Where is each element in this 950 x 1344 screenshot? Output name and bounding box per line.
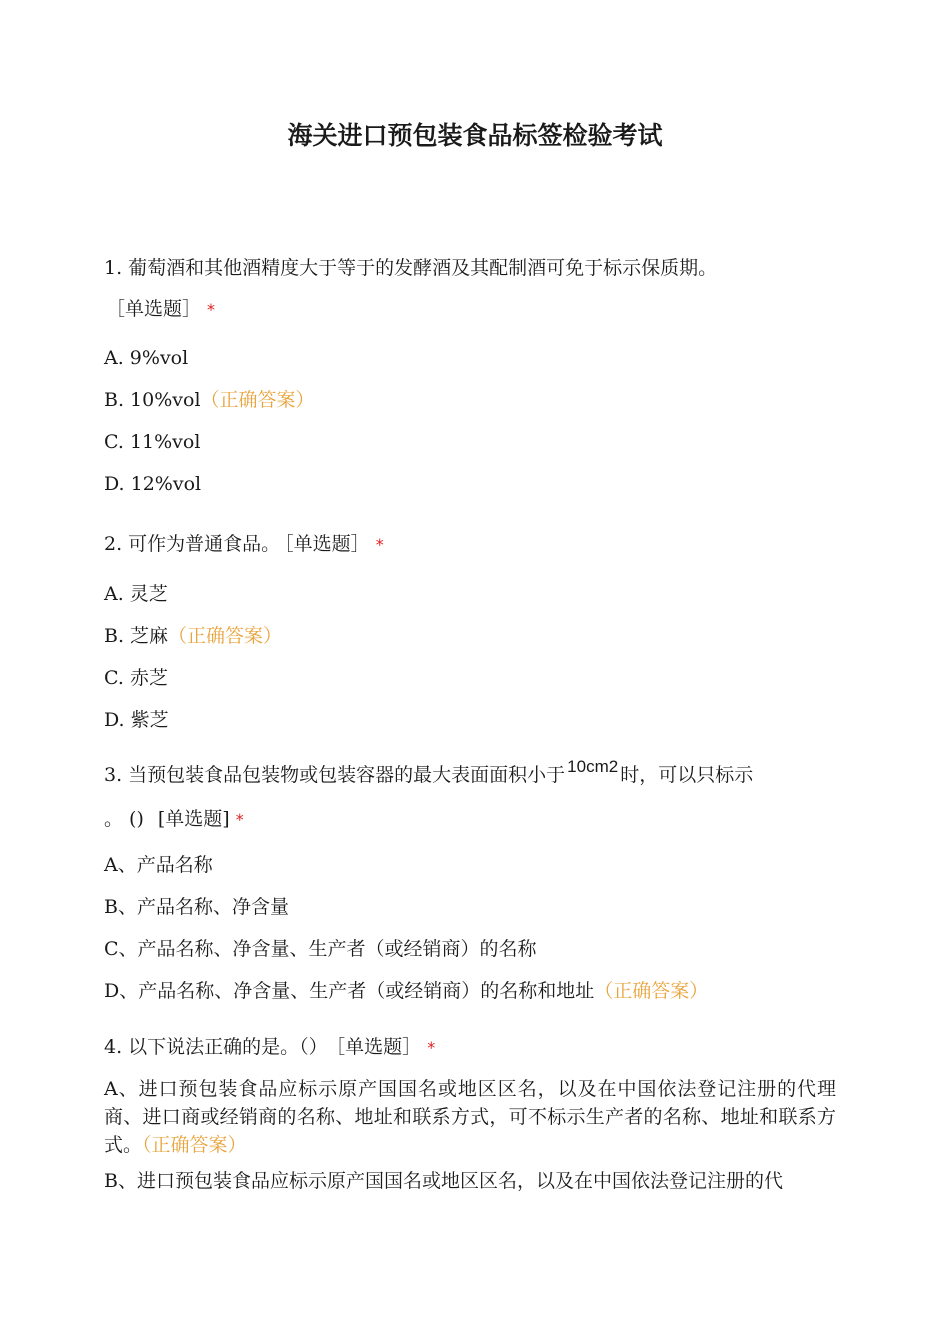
question-type-label: ［单选题］ xyxy=(106,298,202,320)
option-label: D、产品名称、净含量、生产者（或经销商）的名称和地址 xyxy=(104,980,595,1002)
correct-answer-note: （正确答案） xyxy=(142,1134,247,1156)
option-label: A. 9%vol xyxy=(104,347,189,369)
question-stem-text-end: 。 () xyxy=(104,808,144,830)
question-type-label: ［单选题］ xyxy=(284,533,370,555)
question-stem-text: 4. 以下说法正确的是。（） xyxy=(104,1036,328,1058)
question-1-option-b[interactable] xyxy=(104,388,315,412)
question-type-label: ［单选题］ xyxy=(335,1036,422,1058)
question-1-stem: 1. 葡萄酒和其他酒精度大于等于的发酵酒及其配制酒可免于标示保质期。 xyxy=(104,257,718,279)
option-label: B、产品名称、净含量 xyxy=(104,896,289,918)
question-4-stem xyxy=(104,1035,435,1060)
question-3-option-d[interactable] xyxy=(104,979,708,1003)
page-title: 海关进口预包装食品标签检验考试 xyxy=(287,121,663,150)
question-stem-text: 3. 当预包装食品包装物或包装容器的最大表面面积小于 xyxy=(104,764,566,786)
question-1-option-c[interactable] xyxy=(104,430,200,454)
option-label: B. 芝麻 xyxy=(104,625,169,647)
question-2-option-b[interactable] xyxy=(104,624,282,648)
question-3-option-b[interactable] xyxy=(104,895,289,919)
required-marker: * xyxy=(207,300,216,319)
question-1-option-d[interactable] xyxy=(104,472,201,496)
option-label: C. 11%vol xyxy=(104,431,201,453)
option-label: B、进口预包装食品应标示原产国国名或地区区名，以及在中国依法登记注册的代 xyxy=(104,1170,783,1192)
required-marker: * xyxy=(427,1038,436,1057)
correct-answer-note: （正确答案） xyxy=(200,389,315,411)
option-label: B. 10%vol xyxy=(104,389,201,411)
question-stem-text: 2. 可作为普通食品。 xyxy=(104,533,281,555)
question-1-type-row xyxy=(106,297,215,322)
question-stem-text-cont: 时，可以只标示 xyxy=(620,764,754,786)
question-4-option-b[interactable] xyxy=(104,1167,836,1195)
correct-answer-note: （正确答案） xyxy=(594,980,709,1002)
question-2-option-c[interactable] xyxy=(104,666,168,690)
question-3-stem-line2 xyxy=(104,807,244,832)
question-type-label: [单选题] xyxy=(157,808,230,830)
option-label: C、产品名称、净含量、生产者（或经销商）的名称 xyxy=(104,938,537,960)
area-superscript: 10cm2 xyxy=(567,757,619,776)
required-marker: * xyxy=(375,535,384,554)
option-label: D. 12%vol xyxy=(104,473,202,495)
required-marker: * xyxy=(235,810,244,829)
question-2-stem xyxy=(104,532,384,557)
option-label: C. 赤芝 xyxy=(104,667,168,689)
question-3-stem xyxy=(104,757,754,788)
question-3-option-a[interactable] xyxy=(104,853,213,877)
correct-answer-note: （正确答案） xyxy=(168,625,283,647)
question-4-option-a[interactable] xyxy=(104,1075,836,1159)
option-label: A、进口预包装食品应标示原产国国名或地区区名，以及在中国依法登记注册的代理商、进口商或经销商的名称、地址和联系方式，可不标示生产者的名称、地址和联系方式。 xyxy=(104,1078,836,1156)
option-label: A、产品名称 xyxy=(104,854,213,876)
option-label: A. 灵芝 xyxy=(104,583,168,605)
question-1-option-a[interactable] xyxy=(104,346,188,370)
question-3-option-c[interactable] xyxy=(104,937,537,961)
option-label: D. 紫芝 xyxy=(104,709,169,731)
question-2-option-d[interactable] xyxy=(104,708,169,732)
question-2-option-a[interactable] xyxy=(104,582,168,606)
